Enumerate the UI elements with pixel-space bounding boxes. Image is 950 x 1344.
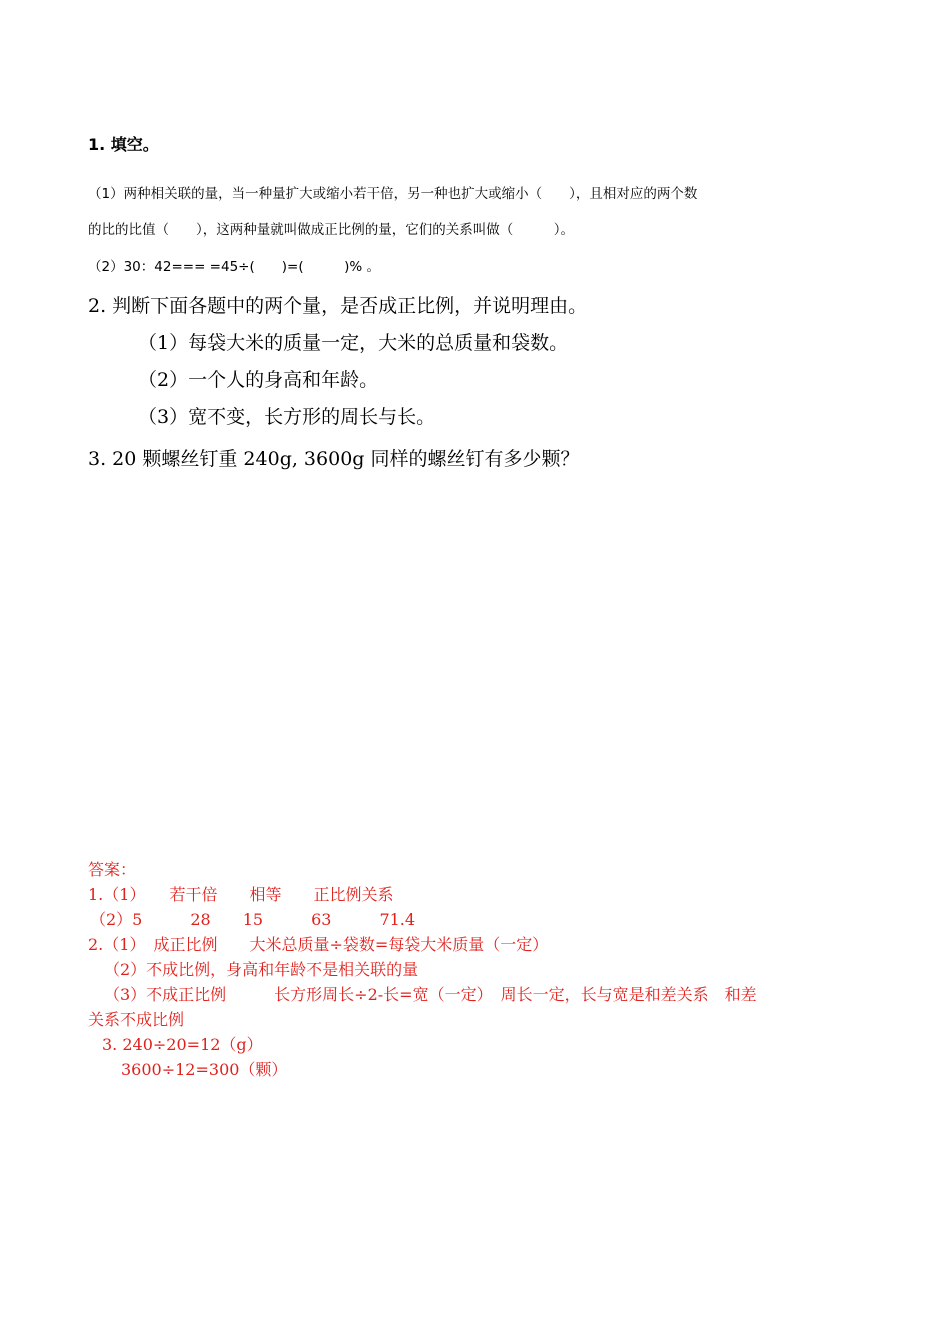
answers-title: 答案： — [88, 860, 137, 879]
q1-line-2: 的比的比值（ ），这两种量就叫做成正比例的量，它们的关系叫做（ ）。 — [88, 222, 574, 238]
answer-line-4: （2）不成比例，身高和年龄不是相关联的量 — [104, 960, 419, 979]
answer-line-3: 2.（1） 成正比例 大米总质量÷袋数=每袋大米质量（一定） — [88, 935, 549, 954]
answer-line-1: 1.（1） 若干倍 相等 正比例关系 — [88, 885, 394, 904]
q1-line-3: （2）30：42=== =45÷( )=( )% 。 — [88, 259, 380, 275]
q1-line-1: （1）两种相关联的量，当一种量扩大或缩小若干倍，另一种也扩大或缩小（ ），且相对应的两个数 — [88, 186, 698, 202]
q3-question: 3. 20 颗螺丝钉重 240g, 3600g 同样的螺丝钉有多少颗？ — [88, 448, 580, 470]
q2-item-2: （2）一个人的身高和年龄。 — [138, 369, 379, 391]
q1-heading: 1. 填空。 — [88, 135, 159, 154]
answer-line-6: 关系不成比例 — [88, 1010, 185, 1029]
answer-line-7: 3. 240÷20=12（g） — [102, 1035, 263, 1054]
q2-item-3: （3）宽不变，长方形的周长与长。 — [138, 406, 436, 428]
answer-line-8: 3600÷12=300（颗） — [121, 1060, 288, 1079]
answer-line-5: （3）不成正比例 长方形周长÷2-长=宽（一定） 周长一定，长与宽是和差关系 和差 — [104, 985, 757, 1004]
q2-heading: 2. 判断下面各题中的两个量，是否成正比例，并说明理由。 — [88, 295, 588, 317]
q2-item-1: （1）每袋大米的质量一定，大米的总质量和袋数。 — [138, 332, 569, 354]
answer-line-2: （2）5 28 15 63 71.4 — [90, 910, 416, 929]
